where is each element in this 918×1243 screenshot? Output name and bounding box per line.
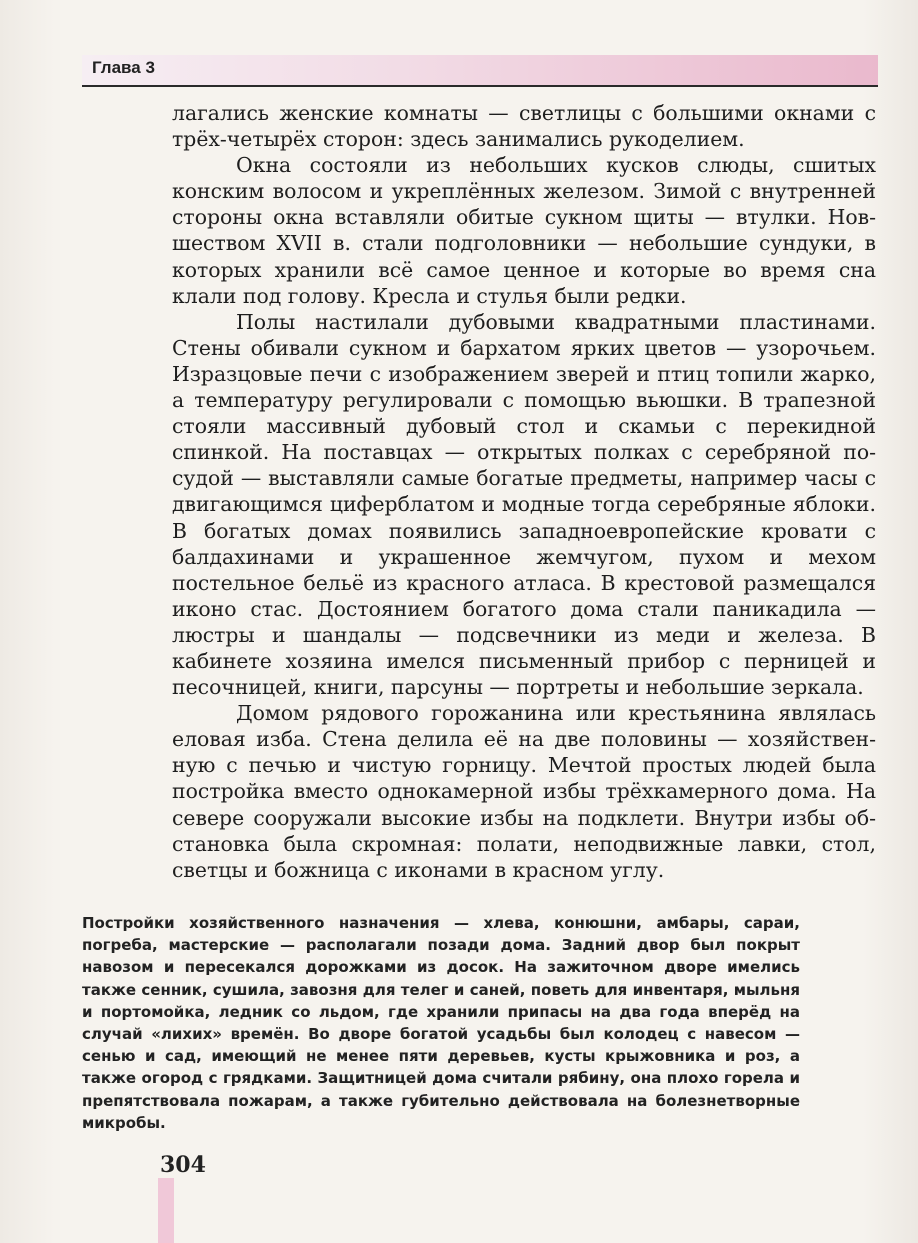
chapter-title: Глава 3	[92, 58, 155, 77]
page-number: 304	[160, 1152, 206, 1178]
paragraph-continuation: лагались женские комнаты — светлицы с большими окнами с трёх-четырёх сторон: здесь занимались рукоделием.	[172, 101, 876, 152]
sidebar-box-text: Постройки хозяйственного назначения — хлева, конюшни, амбары, сараи, погреба, мастерские — располагали позади дома. Задний двор был покрыт навозом и пересекался дорожками из досок. На зажиточном дворе имелись также сенник, сушила, завозня для телег и саней, поветь для инвентаря, мыльня и портомойка, ледник со льдом, где хранили припасы на два года вперёд на случай «лихих» времён. Во дворе богатой усадьбы был колодец с навесом — сенью и сад, имеющий не менее пяти деревьев, кусты крыжовника и роз, а также огород с грядками. Защитницей дома считали рябину, она плохо горела и препятствовала пожарам, а также губительно действовала на болезнетворные микробы.	[82, 914, 800, 1132]
header-rule	[82, 85, 878, 87]
paragraph-peasant-house: Домом рядового горожанина или крестьянина являлась еловая изба. Стена делила её на две половины — хозяйственную с печью и чистую горницу. Мечтой простых людей была постройка вместо однокамерной избы трёхкамерного дома. На севере сооружали высокие избы на подклети. Внутри избы обстановка была скромная: полати, неподвижные лавки, стол, светцы и божница с иконами в красном углу.	[172, 701, 876, 882]
paragraph-windows: Окна состояли из небольших кусков слюды, сшитых конским волосом и укреплённых железом. Зимой с внутренней стороны окна вставляли обитые сукном щиты — втулки. Новшеством XVII в. стали подголовники — небольшие сундуки, в которых хранили всё самое ценное и которые во время сна клали под голову. Кресла и стулья были редки.	[172, 153, 876, 308]
paragraph-interiors: Полы настилали дубовыми квадратными пластинами. Стены обивали сукном и бархатом ярких цветов — узорочьем. Изразцовые печи с изображением зверей и птиц топили жарко, а температуру регулировали с помощью вьюшки. В трапезной стояли массивный дубовый стол и скамьи с перекидной спинкой. На поставцах — открытых полках с серебряной посудой — выставляли самые богатые предметы, например часы с двигающимся циферблатом и модные тогда серебряные яблоки. В богатых домах появились западноевропейские кровати с балдахинами и украшенное жемчугом, пухом и мехом постельное бельё из красного атласа. В крестовой размещался иконо стас. Достоянием богатого дома стали паникадила — люстры и шандалы — подсвечники из меди и железа. В кабинете хозяина имелся письменный прибор с перницей и песочницей, книги, парсуны — портреты и небольшие зеркала.	[172, 309, 876, 700]
margin-strip	[158, 1178, 174, 1243]
main-text	[172, 100, 876, 883]
header-band	[82, 55, 878, 85]
